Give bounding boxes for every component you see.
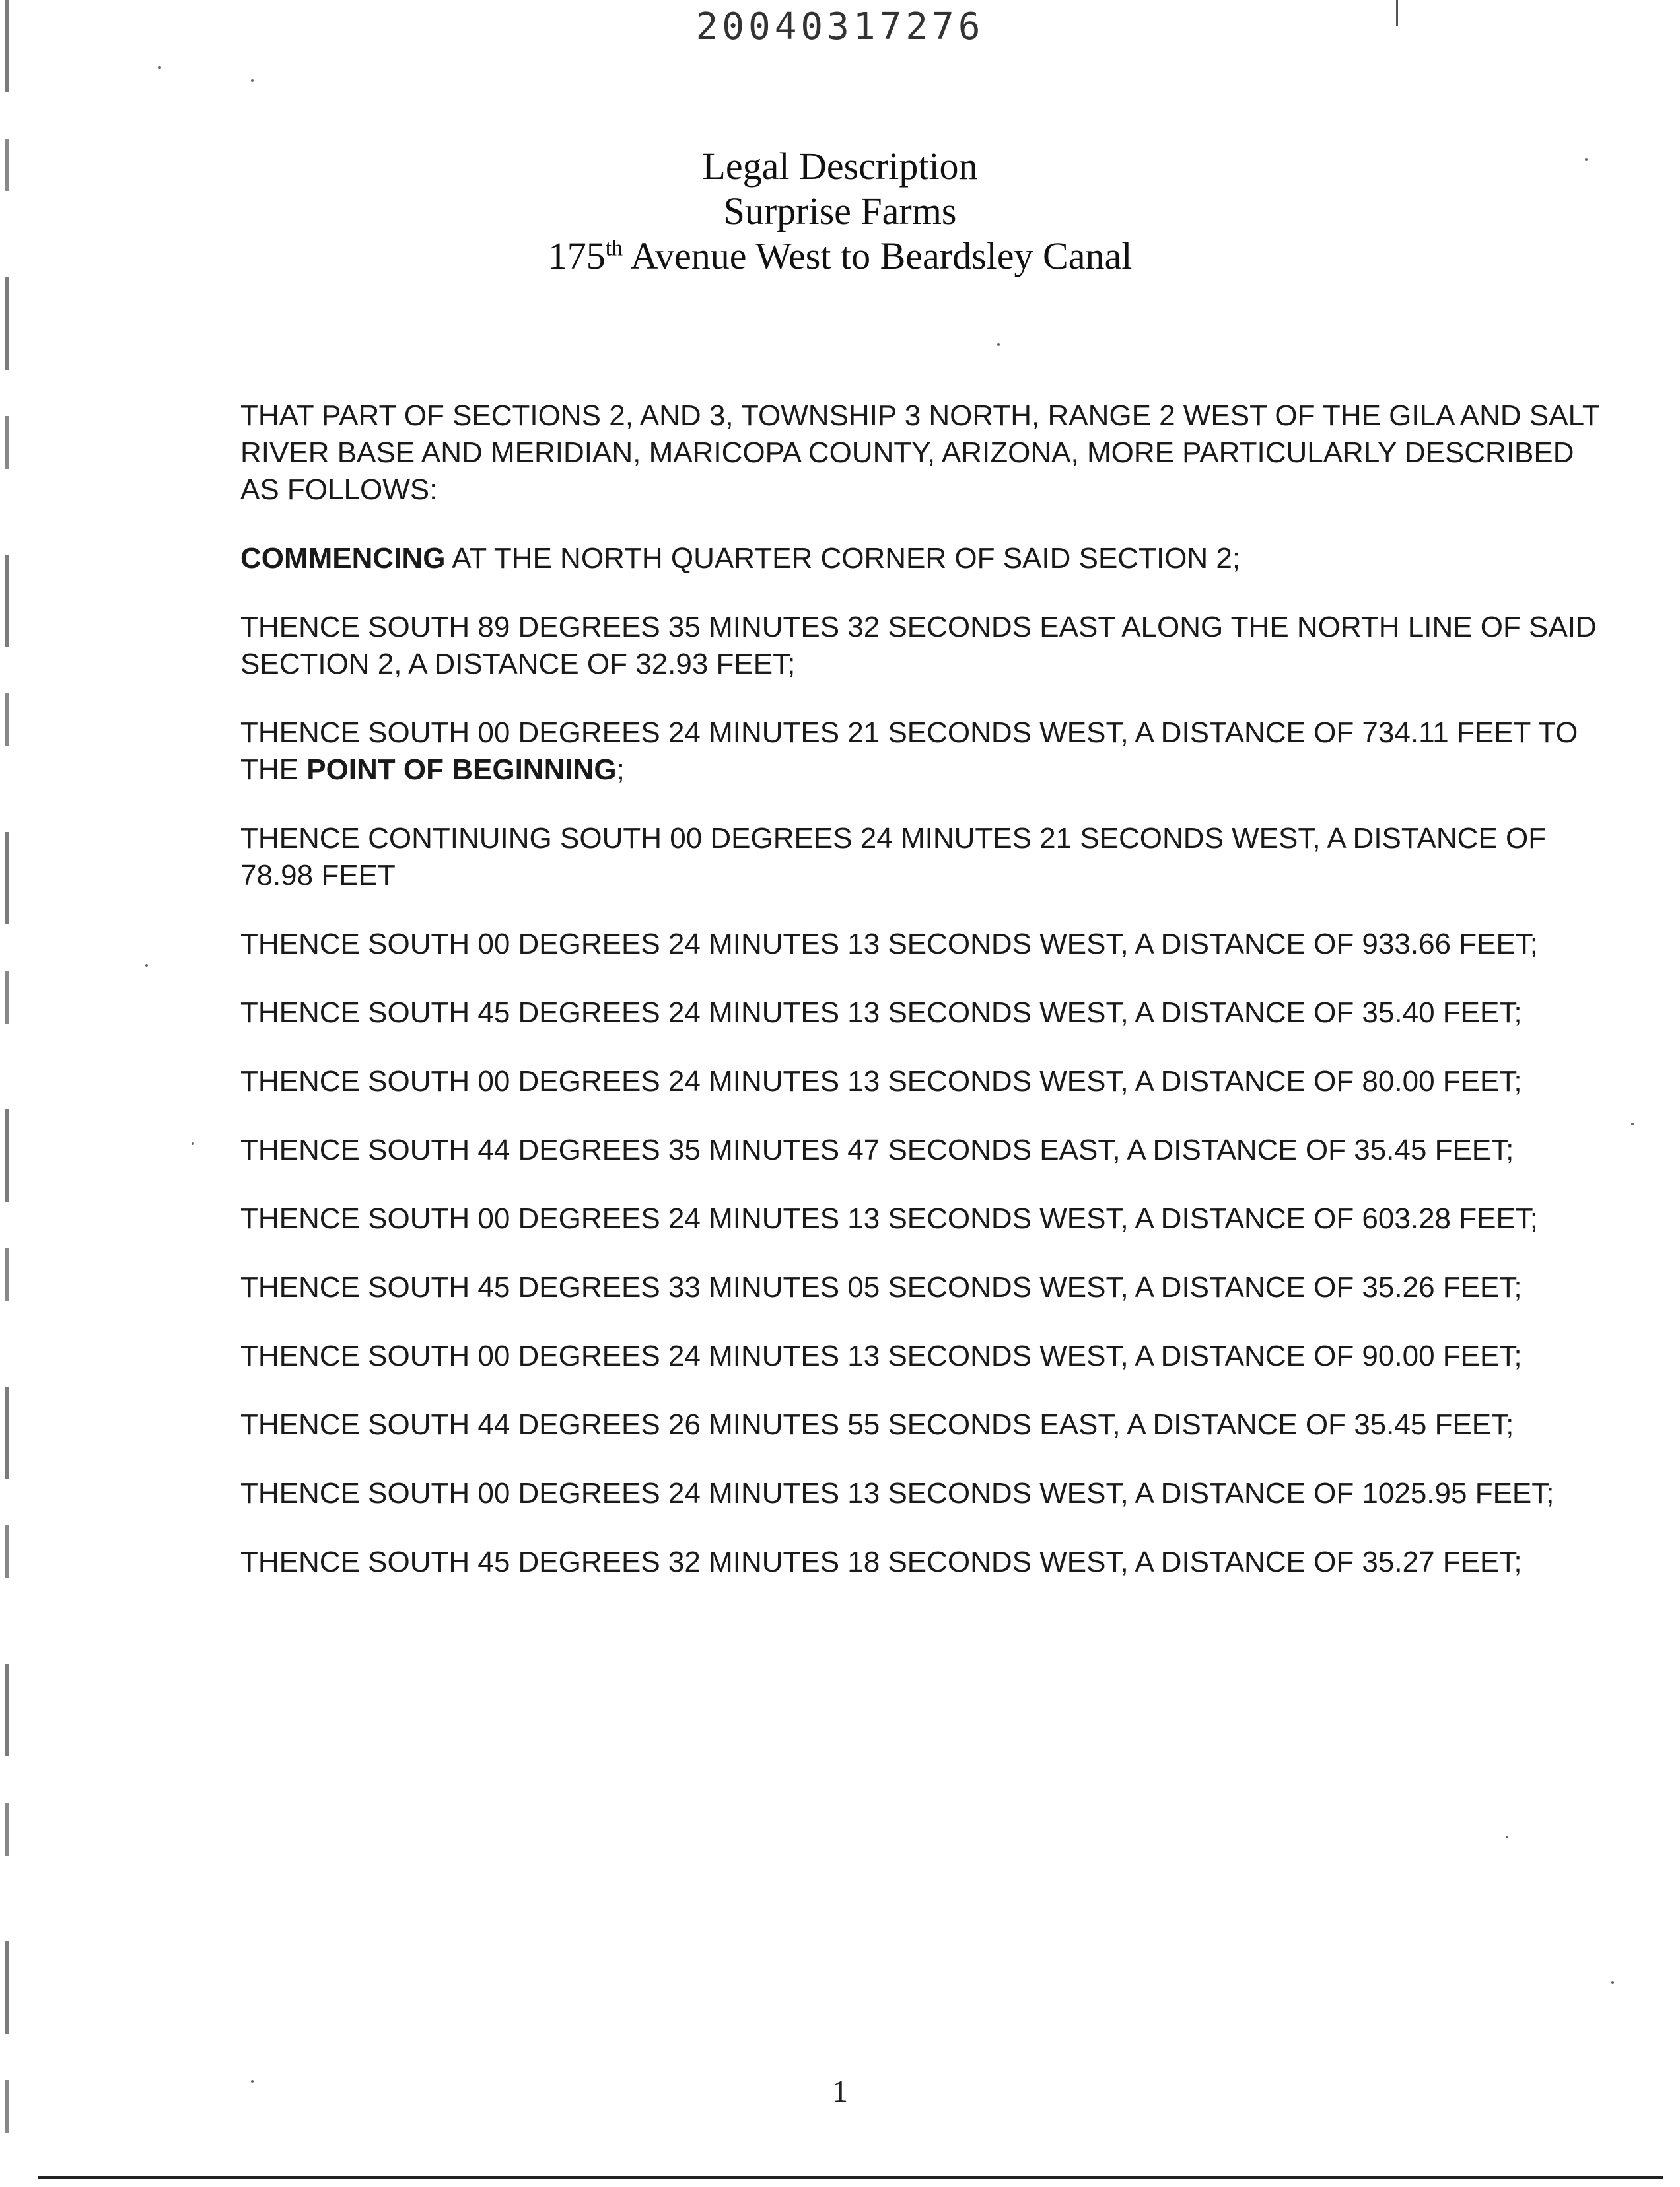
pob-text-before: THENCE SOUTH 00 DEGREES 24 MINUTES 21 SECONDS WEST, A DISTANCE OF 734.11 FEET TO THE <box>240 716 1578 786</box>
recording-number: 20040317276 <box>695 5 985 48</box>
call-paragraph: THENCE SOUTH 89 DEGREES 35 MINUTES 32 SECONDS EAST ALONG THE NORTH LINE OF SAID SECTION 2, A DISTANCE OF 32.93 FEET; <box>240 611 1597 680</box>
header-subdivision: Surprise Farms <box>723 190 957 232</box>
scan-speck <box>1506 1836 1508 1838</box>
call-paragraph: THENCE SOUTH 00 DEGREES 24 MINUTES 13 SECONDS WEST, A DISTANCE OF 933.66 FEET; <box>240 928 1539 960</box>
header-title: Legal Description <box>702 145 978 188</box>
scan-speck <box>1631 1123 1634 1125</box>
call-paragraph: THENCE CONTINUING SOUTH 00 DEGREES 24 MINUTES 21 SECONDS WEST, A DISTANCE OF 78.98 FEET <box>240 822 1547 891</box>
scan-speck <box>251 2080 254 2083</box>
commencing-keyword: COMMENCING <box>240 542 446 574</box>
legal-description-body <box>240 398 1601 1613</box>
call-paragraph: THENCE SOUTH 00 DEGREES 24 MINUTES 13 SECONDS WEST, A DISTANCE OF 603.28 FEET; <box>240 1202 1539 1235</box>
call-paragraph: THENCE SOUTH 45 DEGREES 32 MINUTES 18 SECONDS WEST, A DISTANCE OF 35.27 FEET; <box>240 1546 1522 1578</box>
pob-keyword: POINT OF BEGINNING <box>306 753 617 786</box>
scan-speck <box>997 343 1000 346</box>
header-segment <box>0 234 1680 279</box>
scan-speck <box>251 79 254 82</box>
document-header <box>0 144 1680 279</box>
header-segment-number: 175 <box>547 234 606 277</box>
call-paragraph: THENCE SOUTH 44 DEGREES 35 MINUTES 47 SECONDS EAST, A DISTANCE OF 35.45 FEET; <box>240 1134 1514 1166</box>
pob-paragraph <box>240 714 1601 788</box>
call-paragraph: THENCE SOUTH 00 DEGREES 24 MINUTES 13 SECONDS WEST, A DISTANCE OF 1025.95 FEET; <box>240 1477 1555 1510</box>
page-number: 1 <box>832 2074 848 2109</box>
scan-edge-artifact <box>5 0 9 2187</box>
call-paragraph: THENCE SOUTH 45 DEGREES 24 MINUTES 13 SECONDS WEST, A DISTANCE OF 35.40 FEET; <box>240 996 1522 1029</box>
scan-speck <box>158 66 161 69</box>
header-segment-ordinal: th <box>605 236 623 261</box>
scan-speck <box>145 964 148 967</box>
commencing-text: AT THE NORTH QUARTER CORNER OF SAID SECTION 2; <box>445 542 1241 574</box>
call-paragraph: THENCE SOUTH 44 DEGREES 26 MINUTES 55 SECONDS EAST, A DISTANCE OF 35.45 FEET; <box>240 1408 1514 1441</box>
call-paragraph: THENCE SOUTH 00 DEGREES 24 MINUTES 13 SECONDS WEST, A DISTANCE OF 90.00 FEET; <box>240 1340 1522 1372</box>
call-paragraph: THENCE SOUTH 00 DEGREES 24 MINUTES 13 SECONDS WEST, A DISTANCE OF 80.00 FEET; <box>240 1065 1522 1097</box>
intro-paragraph: THAT PART OF SECTIONS 2, AND 3, TOWNSHIP 3 NORTH, RANGE 2 WEST OF THE GILA AND SALT RIVER BASE AND MERIDIAN, MARICOPA COUNTY, ARIZONA, MORE PARTICULARLY DESCRIBED AS FOLLOWS: <box>240 399 1599 506</box>
pob-text-after: ; <box>616 753 625 786</box>
header-segment-text: Avenue West to Beardsley Canal <box>623 234 1133 277</box>
bottom-rule <box>38 2176 1663 2179</box>
call-paragraph: THENCE SOUTH 45 DEGREES 33 MINUTES 05 SECONDS WEST, A DISTANCE OF 35.26 FEET; <box>240 1271 1522 1303</box>
scan-speck <box>1611 1981 1614 1984</box>
scan-speck <box>192 1142 194 1145</box>
scan-speck <box>1585 158 1588 161</box>
commencing-paragraph <box>240 540 1601 577</box>
